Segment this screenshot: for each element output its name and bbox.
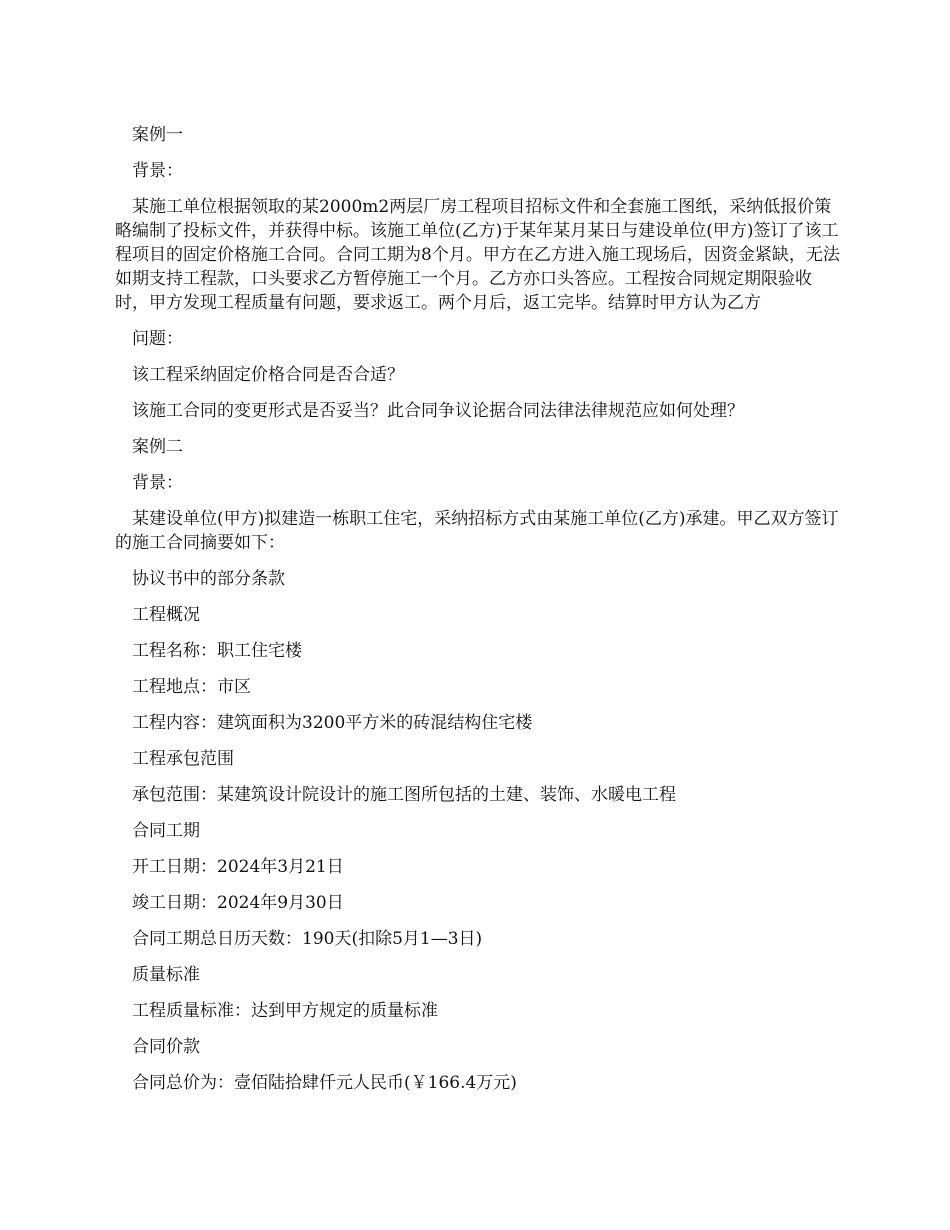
contract-scope-heading: 工程承包范围 — [132, 749, 234, 769]
quality-standard-heading: 质量标准 — [132, 965, 200, 985]
start-date: 开工日期：2024年3月21日 — [132, 857, 344, 877]
question-two: 该施工合同的变更形式是否妥当？此合同争议论据合同法律法律规范应如何处理？ — [132, 401, 744, 421]
case-one-heading: 案例一 — [132, 125, 183, 145]
contract-total-price: 合同总价为：壹佰陆拾肆仟元人民币(￥166.4万元) — [132, 1073, 517, 1093]
quality-standard: 工程质量标准：达到甲方规定的质量标准 — [132, 1001, 438, 1021]
project-content: 工程内容：建筑面积为3200平方米的砖混结构住宅楼 — [132, 713, 533, 733]
question-label: 问题： — [132, 329, 183, 349]
contract-period-heading: 合同工期 — [132, 821, 200, 841]
completion-date: 竣工日期：2024年9月30日 — [132, 893, 344, 913]
case-one-background-text: 某施工单位根据领取的某2000m2两层厂房工程项目招标文件和全套施工图纸，采纳低报价策略编制了投标文件，并获得中标。该施工单位(乙方)于某年某月某日与建设单位(甲方)签订了该工程项目的固定价格施工合同。合同工期为8个月。甲方在乙方进入施工现场后，因资金紧缺，无法如期支持工程款，口头要求乙方暂停施工一个月。乙方亦口头答应。工程按合同规定期限验收时，甲方发现工程质量有问题，要求返工。两个月后，返工完毕。结算时甲方认为乙方 — [115, 197, 840, 313]
case-two-background-text: 某建设单位(甲方)拟建造一栋职工住宅，采纳招标方式由某施工单位(乙方)承建。甲乙双方签订的施工合同摘要如下： — [115, 509, 839, 553]
contract-scope: 承包范围：某建筑设计院设计的施工图所包括的土建、装饰、水暖电工程 — [132, 785, 676, 805]
total-calendar-days: 合同工期总日历天数：190天(扣除5月1—3日) — [132, 929, 483, 949]
project-overview-heading: 工程概况 — [132, 605, 200, 625]
question-one: 该工程采纳固定价格合同是否合适？ — [132, 365, 404, 385]
background-label: 背景： — [132, 473, 183, 493]
contract-price-heading: 合同价款 — [132, 1037, 200, 1057]
case-two-heading: 案例二 — [132, 437, 183, 457]
background-label: 背景： — [132, 161, 183, 181]
agreement-clauses-heading: 协议书中的部分条款 — [132, 569, 285, 589]
project-name: 工程名称：职工住宅楼 — [132, 641, 302, 661]
project-location: 工程地点：市区 — [132, 677, 251, 697]
document-body — [115, 123, 840, 1107]
